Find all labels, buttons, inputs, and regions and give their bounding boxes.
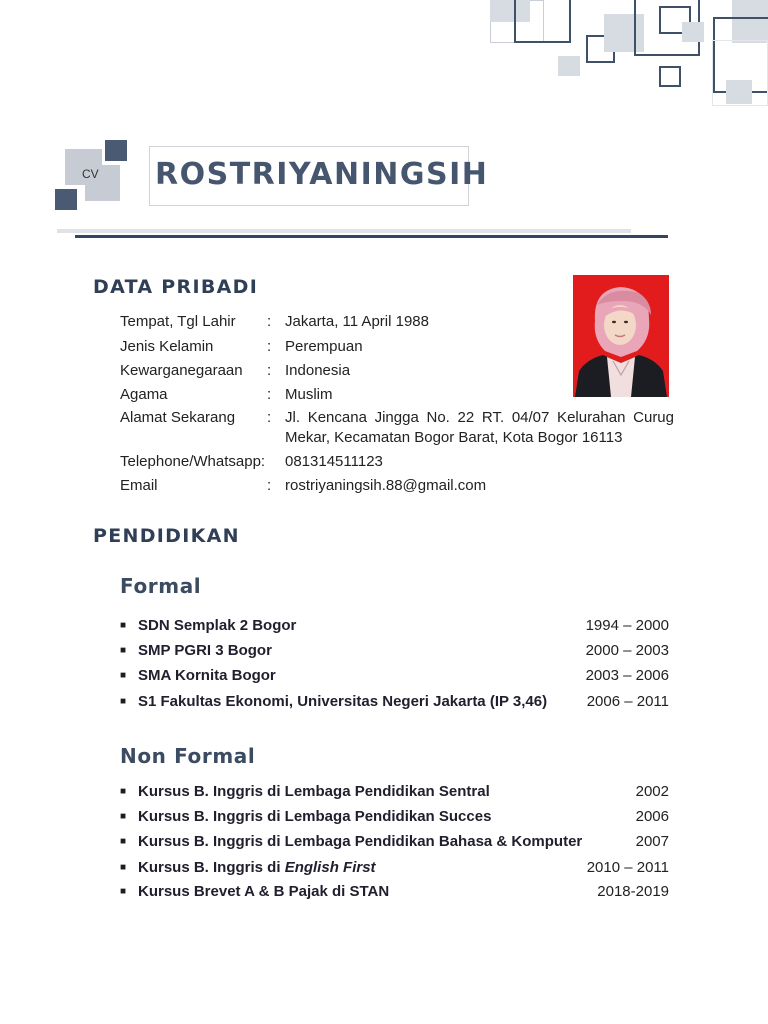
bullet-icon: ■ <box>120 696 127 707</box>
subheading-formal: Formal <box>120 574 202 598</box>
bullet-icon: ■ <box>120 886 127 897</box>
bullet-icon: ■ <box>120 670 127 681</box>
field-value: Indonesia <box>285 362 351 379</box>
divider-light <box>57 229 631 233</box>
school-years: 2000 – 2003 <box>585 642 669 659</box>
field-value: rostriyaningsih.88@gmail.com <box>285 477 487 494</box>
course-years: 2007 <box>635 833 669 850</box>
field-label: Email <box>120 477 158 494</box>
school-name: S1 Fakultas Ekonomi, Universitas Negeri Jakarta (IP 3,46) <box>138 693 548 710</box>
list-item <box>120 882 669 902</box>
list-item <box>120 616 669 636</box>
bullet-icon: ■ <box>120 862 127 873</box>
course-name: Kursus B. Inggris di Lembaga Pendidikan Succes <box>138 808 492 825</box>
section-heading-data-pribadi: DATA PRIBADI <box>93 276 259 298</box>
name-title-box <box>149 146 489 206</box>
field-label: Tempat, Tgl Lahir <box>120 313 236 330</box>
field-label: Jenis Kelamin <box>120 338 214 355</box>
field-label: Alamat Sekarang <box>120 409 236 426</box>
field-colon: : <box>267 477 272 494</box>
course-name-italic: English First <box>284 859 376 876</box>
school-years: 2006 – 2011 <box>586 693 669 710</box>
profile-photo <box>573 275 669 397</box>
course-years: 2010 – 2011 <box>586 859 669 876</box>
bullet-icon: ■ <box>120 620 127 631</box>
cv-logo-text: CV <box>82 167 99 181</box>
list-item <box>120 666 669 686</box>
field-value: Jl. Kencana Jingga No. 22 RT. 04/07 Kelurahan Curug Mekar, Kecamatan Bogor Barat, Kota Bogor 16113 <box>285 409 674 446</box>
section-heading-pendidikan: PENDIDIKAN <box>93 525 240 547</box>
bullet-icon: ■ <box>120 786 127 797</box>
school-name: SMA Kornita Bogor <box>138 667 276 684</box>
list-item <box>120 832 669 852</box>
divider-dark <box>75 235 668 238</box>
field-label: Telephone/Whatsapp: <box>120 453 266 470</box>
list-item <box>120 641 669 661</box>
field-colon: : <box>267 338 272 355</box>
field-colon: : <box>267 409 272 426</box>
field-value: Jakarta, 11 April 1988 <box>285 313 429 330</box>
field-value: Muslim <box>285 386 333 403</box>
course-name: Kursus B. Inggris di Lembaga Pendidikan Sentral <box>138 783 490 800</box>
subheading-non-formal: Non Formal <box>120 744 256 768</box>
school-years: 2003 – 2006 <box>585 667 669 684</box>
school-years: 1994 – 2000 <box>585 617 669 634</box>
course-years: 2006 <box>635 808 669 825</box>
field-colon: : <box>267 313 272 330</box>
field-label: Agama <box>120 386 168 403</box>
course-name <box>138 858 376 878</box>
list-item <box>120 782 669 802</box>
list-item <box>120 807 669 827</box>
course-name: Kursus Brevet A & B Pajak di STAN <box>138 883 390 900</box>
course-years: 2002 <box>635 783 669 800</box>
list-item <box>120 858 669 878</box>
course-years: 2018-2019 <box>597 883 669 900</box>
cv-logo <box>55 140 130 215</box>
field-colon: : <box>267 386 272 403</box>
list-item <box>120 692 669 712</box>
bullet-icon: ■ <box>120 811 127 822</box>
bullet-icon: ■ <box>120 836 127 847</box>
field-value: 081314511123 <box>285 453 383 470</box>
field-colon: : <box>267 362 272 379</box>
field-value: Perempuan <box>285 338 363 355</box>
school-name: SMP PGRI 3 Bogor <box>138 642 272 659</box>
course-name-plain: Kursus B. Inggris di <box>138 859 285 876</box>
bullet-icon: ■ <box>120 645 127 656</box>
candidate-name: ROSTRIYANINGSIH <box>155 157 489 192</box>
field-label: Kewarganegaraan <box>120 362 243 379</box>
school-name: SDN Semplak 2 Bogor <box>138 617 297 634</box>
course-name: Kursus B. Inggris di Lembaga Pendidikan Bahasa & Komputer <box>138 833 583 850</box>
